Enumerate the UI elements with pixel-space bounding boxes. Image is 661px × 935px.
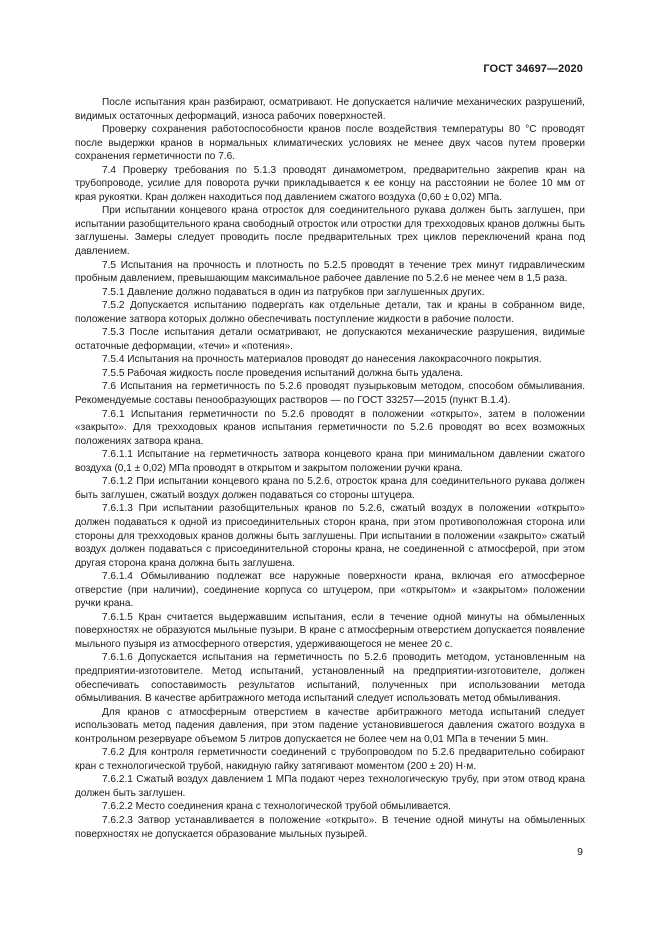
paragraph: 7.5 Испытания на прочность и плотность по 5.2.5 проводят в течение трех минут гидравлическим пробным давлением, превышающим максимальное рабочее давление по 5.2.6 не менее чем в 1,5 раза. <box>75 259 585 285</box>
paragraph: 7.6 Испытания на герметичность по 5.2.6 проводят пузырьковым методом, способом обмыливания. Рекомендуемые составы пенообразующих растворов — по ГОСТ 33257—2015 (пункт В.1.4). <box>75 381 585 407</box>
paragraph: 7.5.5 Рабочая жидкость после проведения испытаний должна быть удалена. <box>102 367 464 379</box>
document-body <box>75 96 585 841</box>
document-code: ГОСТ 34697—2020 <box>483 63 583 75</box>
paragraph: 7.6.1.2 При испытании концевого крана по 5.2.6, отросток крана для соединительного рукава должен быть заглушен, сжатый воздух должен подаваться со стороны штуцера. <box>75 476 585 501</box>
paragraph: 7.6.1.3 При испытании разобщительных кранов по 5.2.6, сжатый воздух в положении «открыто» должен подаваться к одной из присоединительных сторон крана, при этом противоположная сторона или стороны для трехходовых кранов должны быть заглушены. При испытании в положении «закрыто» сжатый воздух должен подаваться с присоединительной стороны крана, не соединенной с атмосферой, при этом другая сторона крана должна быть заглушена. <box>75 503 585 569</box>
paragraph: 7.6.2 Для контроля герметичности соединений с трубопроводом по 5.2.6 предварительно собирают кран с технологической трубой, накидную гайку затягивают моментом (200 ± 20) Н·м. <box>75 747 585 772</box>
paragraph: 7.6.1.6 Допускается испытания на герметичность по 5.2.6 проводить методом, установленным на предприятии-изготовителе. Метод испытаний, установленный на предприятии-изготовителе, должен обеспечивать сопоставимость результатов испытаний, полученных при использовании метода обмыливания. В качестве арбитражного метода испытаний следует использовать метод обмыливания. <box>75 652 585 705</box>
paragraph: 7.4 Проверку требования по 5.1.3 проводят динамометром, предварительно закрепив кран на трубопроводе, усилие для поворота ручки прикладывается к ее концу на расстоянии не более 10 мм от края рукоятки. Кран должен находиться под давлением сжатого воздуха (0,60 ± 0,02) МПа. <box>75 164 585 203</box>
paragraph: 7.6.2.2 Место соединения крана с технологической трубой обмыливается. <box>102 801 451 813</box>
paragraph: 7.6.1.1 Испытание на герметичность затвора концевого крана при минимальном давлении сжатого воздуха (0,1 ± 0,02) МПа проводят в открытом и закрытом положении ручки крана. <box>75 449 585 474</box>
paragraph: 7.6.1.4 Обмыливанию подлежат все наружные поверхности крана, включая его атмосферное отверстие (при наличии), соединение корпуса со штуцером, при «открытом» и «закрытом» положении ручки крана. <box>75 571 585 610</box>
paragraph: 7.5.4 Испытания на прочность материалов проводят до нанесения лакокрасочного покрытия. <box>102 354 542 366</box>
paragraph: 7.5.2 Допускается испытанию подвергать как отдельные детали, так и краны в собранном виде, положение затвора которых должно обеспечивать поступление жидкости в рабочие полости. <box>75 300 585 325</box>
paragraph: 7.6.2.1 Сжатый воздух давлением 1 МПа подают через технологическую трубу, при этом отвод крана должен быть заглушен. <box>75 774 585 799</box>
paragraph: Проверку сохранения работоспособности кранов после воздействия температуры 80 °С проводят после выдержки кранов в нормальных климатических условиях не менее двух часов путем проверки сохранения герметичности по 7.6. <box>75 124 585 163</box>
paragraph: 7.5.3 После испытания детали осматривают, не допускаются механические разрушения, видимые остаточные деформации, «течи» и «потения». <box>75 327 585 352</box>
page-number: 9 <box>577 846 583 858</box>
paragraph: 7.6.1.5 Кран считается выдержавшим испытания, если в течение одной минуты на обмыленных поверхностях не образуются мыльные пузыри. В кране с атмосферным отверстием допускается появление мыльного пузыря из атмосферного отверстия, удерживающегося не менее 20 с. <box>75 611 585 650</box>
paragraph: При испытании концевого крана отросток для соединительного рукава должен быть заглушен, при испытании разобщительного крана свободный отросток или отростки для трехходовых кранов должны быть заглушены. Замеры следует проводить после предварительных трех циклов переключений крана под давлением. <box>75 205 585 258</box>
paragraph: 7.6.1 Испытания герметичности по 5.2.6 проводят в положении «открыто», затем в положении «закрыто». Для трехходовых кранов испытания герметичности по 5.2.6 проводят во всех возможных положениях затвора крана. <box>75 408 585 447</box>
paragraph: 7.6.2.3 Затвор устанавливается в положение «открыто». В течение одной минуты на обмыленных поверхностях не допускается образование мыльных пузырей. <box>75 814 585 840</box>
paragraph: Для кранов с атмосферным отверстием в качестве арбитражного метода испытаний следует использовать метод падения давления, при этом падение установившегося давления сжатого воздуха в контрольном резервуаре объемом 5 литров допускается не более чем на 0,01 МПа в течении 5 мин. <box>75 706 585 745</box>
paragraph: 7.5.1 Давление должно подаваться в один из патрубков при заглушенных других. <box>102 286 485 298</box>
paragraph: После испытания кран разбирают, осматривают. Не допускается наличие механических разрушений, видимых остаточных деформаций, износа рабочих поверхностей. <box>75 97 585 122</box>
